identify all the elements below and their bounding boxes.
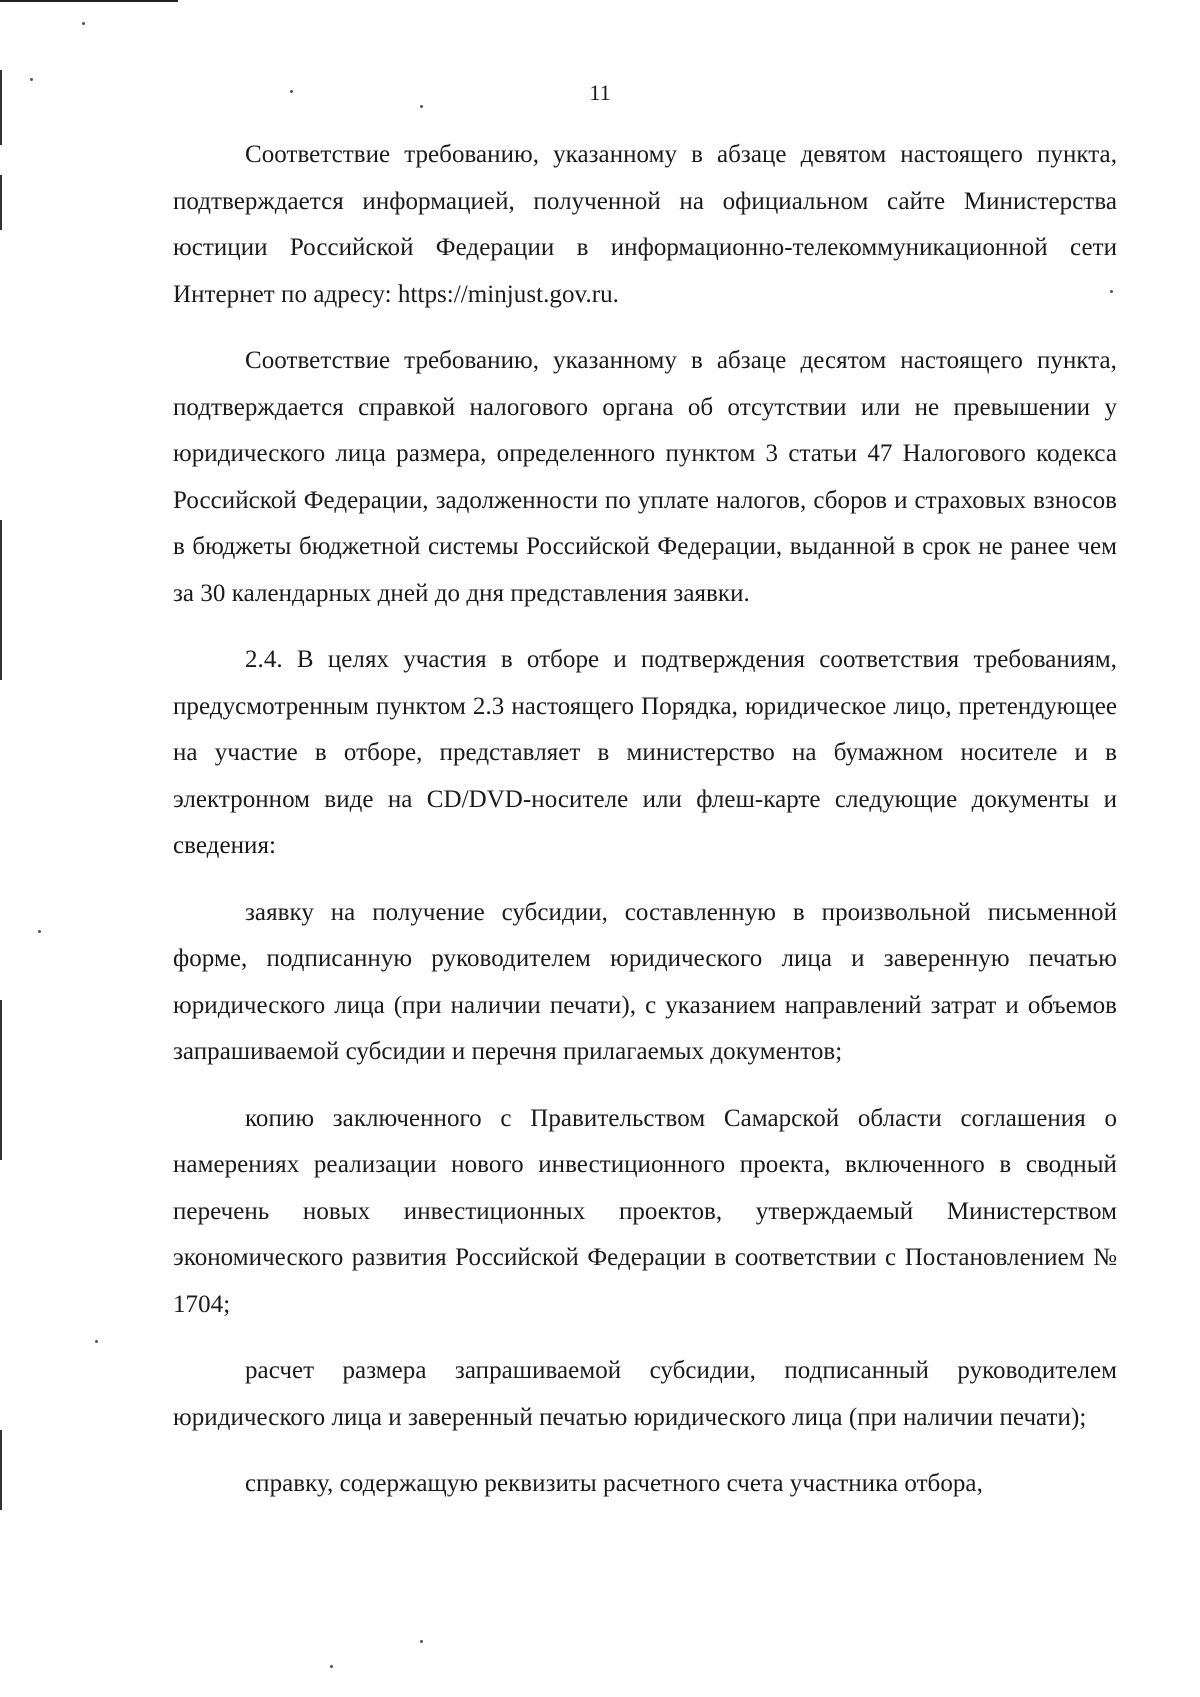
scan-speck: [82, 22, 85, 25]
scan-border-top: [0, 0, 178, 2]
scan-border-left: [0, 1430, 2, 1510]
list-item: справку, содержащую реквизиты расчетного счета участника отбора,: [245, 1470, 983, 1497]
scan-border-left: [0, 175, 2, 230]
paragraph: Соответствие требованию, указанному в абзаце девятом настоящего пункта, подтверждается информацией, полученной на официальном сайте Министерства юстиции Российской Федерации в информационно-телекоммуникационной сети Интернет по адресу: https://minjust.gov.ru.: [173, 141, 1117, 308]
paragraph: Соответствие требованию, указанному в абзаце десятом настоящего пункта, подтверждается справкой налогового органа об отсутствии или не превышении у юридического лица размера, определенного пунктом 3 статьи 47 Налогового кодекса Российской Федерации, задолженности по уплате налогов, сборов и страховых взносов в бюджеты бюджетной системы Российской Федерации, выданной в срок не ранее чем за 30 календарных дней до дня представления заявки.: [173, 347, 1117, 607]
scan-border-left: [0, 520, 2, 680]
scan-speck: [330, 1665, 333, 1668]
scan-speck: [420, 1640, 423, 1643]
scan-speck: [95, 1340, 98, 1343]
document-body: [173, 132, 1117, 1508]
scan-speck: [38, 930, 41, 933]
list-item: копию заключенного с Правительством Самарской области соглашения о намерениях реализации нового инвестиционного проекта, включенного в сводный перечень новых инвестиционных проектов, утверждаемый Министерством экономического развития Российской Федерации в соответствии с Постановлением № 1704;: [173, 1104, 1117, 1318]
page-number: 11: [589, 80, 611, 105]
paragraph-item-2-4: 2.4. В целях участия в отборе и подтверждения соответствия требованиям, предусмотренным пунктом 2.3 настоящего Порядка, юридическое лицо, претендующее на участие в отборе, представляет в министерство на бумажном носителе и в электронном виде на CD/DVD-носителе или флеш-карте следующие документы и сведения:: [173, 646, 1117, 859]
list-item: заявку на получение субсидии, составленную в произвольной письменной форме, подписанную руководителем юридического лица и заверенную печатью юридического лица (при наличии печати), с указанием направлений затрат и объемов запрашиваемой субсидии и перечня прилагаемых документов;: [173, 898, 1117, 1065]
scan-border-left: [0, 1000, 2, 1160]
list-item: расчет размера запрашиваемой субсидии, подписанный руководителем юридического лица и заверенный печатью юридического лица (при наличии печати);: [173, 1357, 1117, 1431]
